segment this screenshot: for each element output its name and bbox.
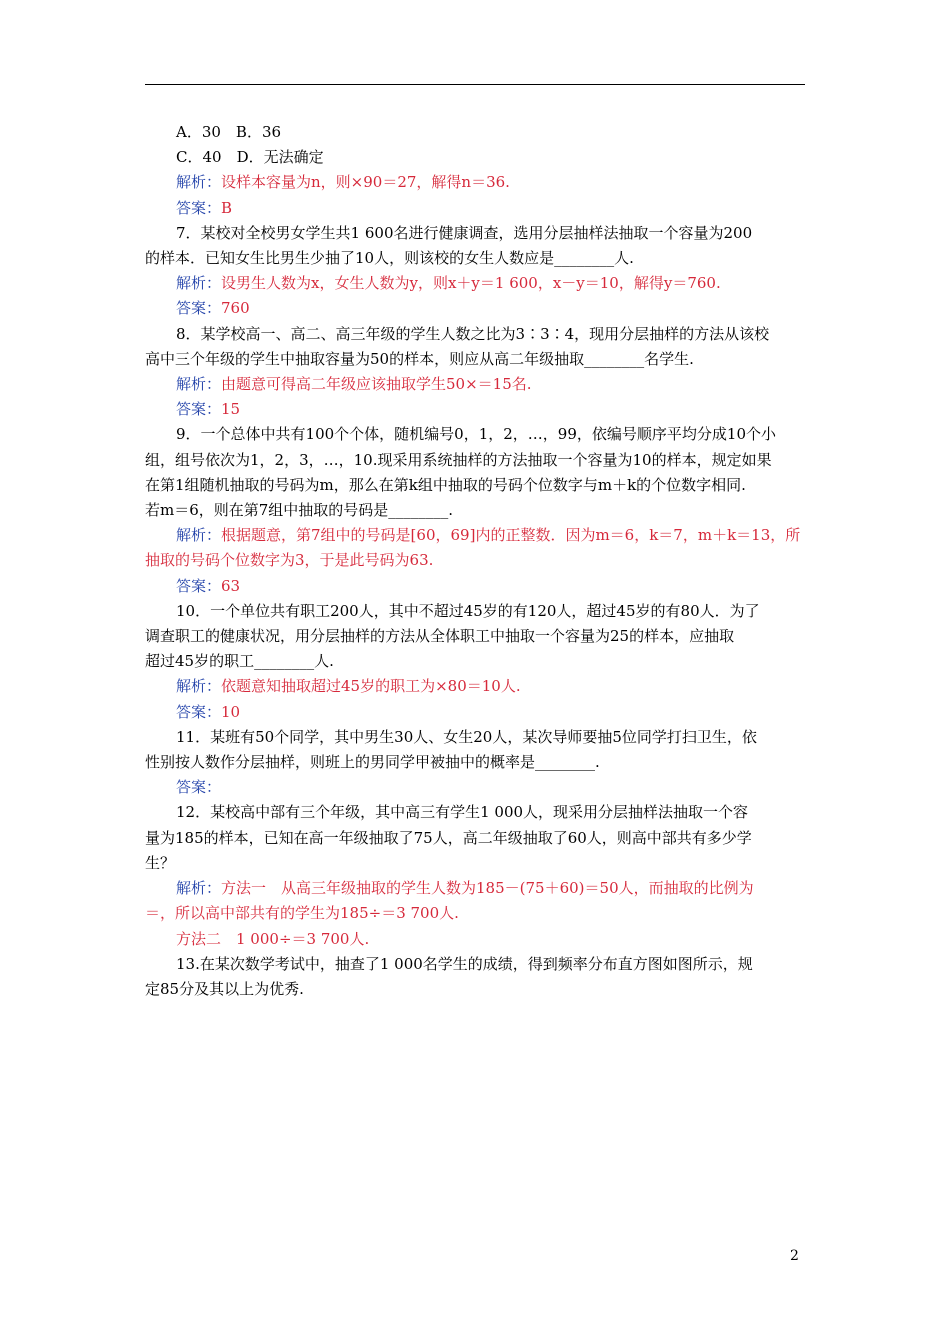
solution-label: 解析： xyxy=(176,677,222,696)
q11-line-1: 11．某班有50个同学，其中男生30人、女生20人，某次导师要抽5位同学打扫卫生，依 xyxy=(176,727,757,746)
q9-solution xyxy=(145,523,807,548)
q7-solution xyxy=(145,271,807,296)
page-number: 2 xyxy=(790,1248,799,1264)
solution-label: 解析： xyxy=(176,274,222,293)
answer-label: 答案： xyxy=(176,198,222,217)
q13-line-1: 13.在某次数学考试中，抽查了1 000名学生的成绩，得到频率分布直方图如图所示，规 xyxy=(176,954,753,973)
answer-label: 答案： xyxy=(176,299,222,318)
q7-line-1: 7．某校对全校男女学生共1 600名进行健康调查，选用分层抽样法抽取一个容量为200 xyxy=(176,223,753,242)
q8-answer xyxy=(145,397,807,422)
answer-label: 答案： xyxy=(176,400,222,419)
q10-line-3: 超过45岁的职工________人. xyxy=(145,652,334,671)
q12-line-1: 12．某校高中部有三个年级，其中高三有学生1 000人，现采用分层抽样法抽取一个容 xyxy=(176,803,749,822)
answer-label: 答案： xyxy=(176,576,222,595)
q9-line-4: 若m＝6，则在第7组中抽取的号码是________. xyxy=(145,501,454,520)
document-body xyxy=(145,120,807,1002)
q9-solution-cont: 抽取的号码个位数字为3，于是此号码为63. xyxy=(145,551,434,570)
q10-answer xyxy=(145,700,807,725)
answer-label: 答案： xyxy=(176,778,222,797)
q9-line-2: 组，组号依次为1，2，3，…，10.现采用系统抽样的方法抽取一个容量为10的样本，规定如果 xyxy=(145,450,772,469)
q9-line-1: 9．一个总体中共有100个个体，随机编号0，1，2，…，99，依编号顺序平均分成10个小 xyxy=(176,425,776,444)
solution-label: 解析： xyxy=(176,173,222,192)
solution-label: 解析： xyxy=(176,526,222,545)
header-rule xyxy=(145,84,805,85)
q9-answer xyxy=(145,574,807,599)
answer-text: B xyxy=(221,198,233,217)
solution-text: 方法一 从高三年级抽取的学生人数为185－(75＋60)＝50人，而抽取的比例为 xyxy=(221,879,754,898)
q12-method-two: 方法二 1 000÷＝3 700人. xyxy=(176,929,370,948)
solution-text: 根据题意，第7组中的号码是[60，69]内的正整数．因为m＝6，k＝7，m＋k＝13，所 xyxy=(221,526,801,545)
answer-text: 10 xyxy=(221,702,241,721)
q7-answer xyxy=(145,296,807,321)
q10-line-1: 10．一个单位共有职工200人，其中不超过45岁的有120人，超过45岁的有80人．为了 xyxy=(176,601,760,620)
q13-line-2: 定85分及其以上为优秀. xyxy=(145,979,304,998)
q10-solution xyxy=(145,674,807,699)
q12-solution xyxy=(145,876,807,901)
q6-solution xyxy=(145,170,807,195)
answer-text: 63 xyxy=(221,576,241,595)
q7-line-2: 的样本．已知女生比男生少抽了10人，则该校的女生人数应是________人. xyxy=(145,249,634,268)
q9-line-3: 在第1组随机抽取的号码为m，那么在第k组中抽取的号码个位数字与m＋k的个位数字相同. xyxy=(145,475,746,494)
solution-text: 设样本容量为n，则×90＝27，解得n＝36. xyxy=(221,173,510,192)
q11-line-2: 性别按人数作分层抽样，则班上的男同学甲被抽中的概率是________. xyxy=(145,753,600,772)
answer-text: 15 xyxy=(221,400,241,419)
solution-label: 解析： xyxy=(176,879,222,898)
q6-answer xyxy=(145,196,807,221)
solution-label: 解析： xyxy=(176,375,222,394)
q8-solution xyxy=(145,372,807,397)
q8-line-2: 高中三个年级的学生中抽取容量为50的样本，则应从高二年级抽取________名学生. xyxy=(145,349,694,368)
q10-line-2: 调查职工的健康状况，用分层抽样的方法从全体职工中抽取一个容量为25的样本，应抽取 xyxy=(145,627,735,646)
q12-line-2: 量为185的样本，已知在高一年级抽取了75人，高二年级抽取了60人，则高中部共有多少学 xyxy=(145,828,752,847)
q8-line-1: 8．某学校高一、高二、高三年级的学生人数之比为3∶3∶4，现用分层抽样的方法从该校 xyxy=(176,324,770,343)
answer-label: 答案： xyxy=(176,702,222,721)
q6-options-ab: A．30 B．36 xyxy=(176,123,282,141)
q12-line-3: 生？ xyxy=(145,853,176,872)
solution-text: 由题意可得高二年级应该抽取学生50×＝15名. xyxy=(221,375,532,394)
q6-options-cd: C．40 D．无法确定 xyxy=(176,148,324,167)
q12-solution-cont: ＝，所以高中部共有的学生为185÷＝3 700人. xyxy=(145,904,459,923)
q11-answer xyxy=(145,775,807,800)
solution-text: 设男生人数为x，女生人数为y，则x＋y＝1 600，x－y＝10，解得y＝760. xyxy=(221,274,721,293)
answer-text: 760 xyxy=(221,299,250,318)
solution-text: 依题意知抽取超过45岁的职工为×80＝10人. xyxy=(221,677,521,696)
